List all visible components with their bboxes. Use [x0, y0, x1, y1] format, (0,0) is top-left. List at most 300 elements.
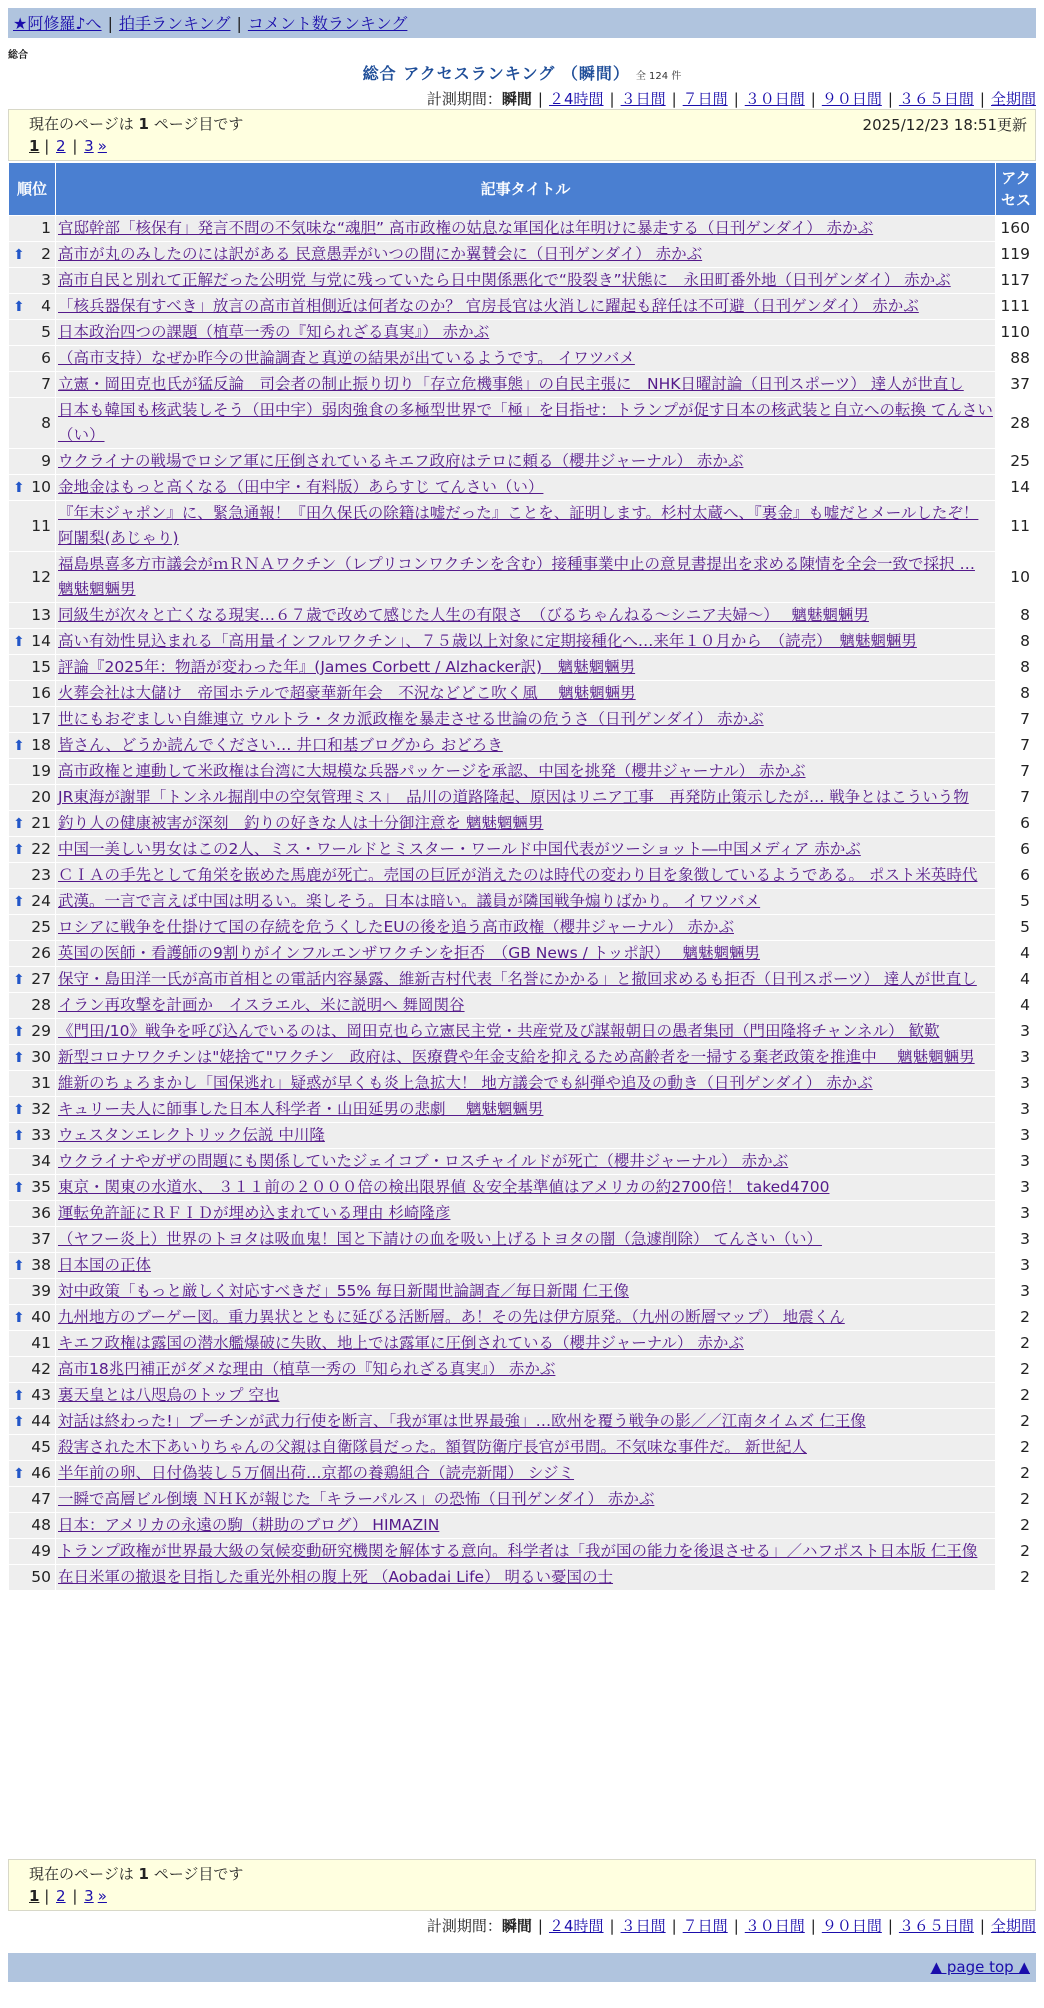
- pager-link[interactable]: 2: [56, 1887, 66, 1905]
- access-count: 8: [996, 681, 1037, 707]
- section-label: 総合: [8, 50, 28, 61]
- rank-cell: [9, 398, 56, 449]
- rank-cell: [9, 242, 56, 268]
- rank-cell: [9, 1253, 56, 1279]
- page-info-bottom: [8, 1859, 1036, 1911]
- rank-number: 30: [31, 1048, 51, 1066]
- article-link[interactable]: キエフ政権は露国の潜水艦爆破に失敗、地上では露軍に圧倒されている（櫻井ジャーナル） 赤かぶ: [58, 1334, 744, 1352]
- page-title: [0, 61, 1044, 84]
- rank-up-arrow-icon: ⬆: [13, 841, 25, 858]
- title-cell: [56, 967, 996, 993]
- rank-up-arrow-icon: ⬆: [13, 815, 25, 832]
- table-row: [9, 733, 1037, 759]
- article-link[interactable]: 保守・島田洋一氏が高市首相との電話内容暴露、維新吉村代表「名誉にかかる」と撤回求めるも拒否（日刊スポーツ） 達人が世直し: [58, 970, 977, 988]
- table-row: [9, 967, 1037, 993]
- current-page-prefix: 現在のページは: [29, 115, 134, 133]
- updated-timestamp: 2025/12/23 18:51更新: [862, 116, 1027, 134]
- period-separator: |: [887, 90, 893, 108]
- article-link[interactable]: （高市支持）なぜか昨今の世論調査と真逆の結果が出ているようです。 イワツバメ: [58, 349, 635, 367]
- access-count: 2: [996, 1305, 1037, 1331]
- title-cell: [56, 552, 996, 603]
- access-count: 7: [996, 733, 1037, 759]
- table-row: [9, 1539, 1037, 1565]
- rank-number: 49: [31, 1542, 51, 1560]
- rank-cell: [9, 1071, 56, 1097]
- article-link[interactable]: 日本も韓国も核武装しそう（田中宇）弱肉強食の多極型世界で「極」を目指せ：トランプが促す日本の核武装と自立への転換 てんさい（い）: [58, 401, 993, 444]
- rank-cell: [9, 1227, 56, 1253]
- rank-cell: [9, 785, 56, 811]
- title-cell: [56, 1539, 996, 1565]
- table-row: [9, 449, 1037, 475]
- rank-cell: [9, 1383, 56, 1409]
- period-link[interactable]: ３６５日間: [898, 90, 974, 108]
- title-cell: [56, 603, 996, 629]
- period-link[interactable]: ９０日間: [821, 1917, 882, 1935]
- period-current: 瞬間: [501, 90, 532, 108]
- pager-link[interactable]: 2: [56, 137, 66, 155]
- article-link[interactable]: 中国一美しい男女はこの2人、ミス・ワールドとミスター・ワールド中国代表がツーショット―中国メディア 赤かぶ: [58, 840, 861, 858]
- article-link[interactable]: 同級生が次々と亡くなる現実…６７歳で改めて感じた人生の有限さ （びるちゃんねる～シニア夫婦～） 魑魅魍魎男: [58, 606, 869, 624]
- rank-number: 31: [31, 1074, 51, 1092]
- article-link[interactable]: 高い有効性見込まれる「高用量インフルワクチン」、７５歳以上対象に定期接種化へ…来年１０月から （読売） 魑魅魍魎男: [58, 632, 917, 650]
- article-link[interactable]: 高市自民と別れて正解だった公明党 与党に残っていたら日中関係悪化で“股裂き”状態に 永田町番外地（日刊ゲンダイ） 赤かぶ: [58, 271, 951, 289]
- access-count: 2: [996, 1435, 1037, 1461]
- table-row: [9, 837, 1037, 863]
- rank-number: 5: [41, 323, 51, 341]
- article-link[interactable]: 高市18兆円補正がダメな理由（植草一秀の『知られざる真実』） 赤かぶ: [58, 1360, 556, 1378]
- pager-separator: |: [39, 137, 55, 155]
- rank-number: 37: [31, 1230, 51, 1248]
- table-row: [9, 1487, 1037, 1513]
- article-link[interactable]: （ヤフー炎上）世界のトヨタは吸血鬼！国と下請けの血を吸い上げるトヨタの闇（急遽削除） てんさい（い）: [58, 1230, 822, 1248]
- rank-number: 50: [31, 1568, 51, 1586]
- table-row: [9, 915, 1037, 941]
- article-link[interactable]: 半年前の卵、日付偽装し５万個出荷…京都の養鶏組合（読売新聞） シジミ: [58, 1464, 575, 1482]
- access-count: 4: [996, 993, 1037, 1019]
- access-count: 3: [996, 1071, 1037, 1097]
- pager-separator: |: [67, 137, 83, 155]
- access-count: 3: [996, 1097, 1037, 1123]
- period-link[interactable]: ２4時間: [548, 90, 604, 108]
- title-cell: [56, 268, 996, 294]
- rank-number: 35: [31, 1178, 51, 1196]
- article-link[interactable]: 新型コロナワクチンは"姥捨て"ワクチン 政府は、医療費や年金支給を抑えるため高齢者を一掃する棄老政策を推進中 魑魅魍魎男: [58, 1048, 975, 1066]
- title-cell: [56, 863, 996, 889]
- pager-next-link[interactable]: »: [97, 137, 107, 155]
- article-link[interactable]: 在日米軍の撤退を目指した重光外相の腹上死 （Aobadai Life） 明るい憂国の士: [58, 1568, 614, 1586]
- period-separator: |: [537, 90, 543, 108]
- table-row: [9, 242, 1037, 268]
- title-cell: [56, 1253, 996, 1279]
- period-link[interactable]: 全期間: [990, 1917, 1036, 1935]
- access-count: 2: [996, 1357, 1037, 1383]
- period-link[interactable]: ７日間: [682, 1917, 728, 1935]
- rank-number: 14: [31, 632, 51, 650]
- access-count: 5: [996, 889, 1037, 915]
- access-count: 5: [996, 915, 1037, 941]
- table-row: [9, 1071, 1037, 1097]
- rank-number: 15: [31, 658, 51, 676]
- title-cell: [56, 629, 996, 655]
- title-cell: [56, 1513, 996, 1539]
- title-cell: [56, 372, 996, 398]
- current-page-text: [29, 1863, 1015, 1884]
- rank-up-arrow-icon: ⬆: [13, 1465, 25, 1482]
- period-link[interactable]: ３０日間: [744, 1917, 805, 1935]
- rank-cell: [9, 681, 56, 707]
- rank-number: 29: [31, 1022, 51, 1040]
- rank-up-arrow-icon: ⬆: [13, 1049, 25, 1066]
- article-link[interactable]: 東京・関東の水道水、 ３１１前の２０００倍の検出限界値 ＆安全基準値はアメリカの約2700倍！ taked4700: [58, 1178, 830, 1196]
- nav-link-clap-ranking[interactable]: 拍手ランキング: [118, 14, 231, 33]
- table-row: [9, 759, 1037, 785]
- article-link[interactable]: ロシアに戦争を仕掛けて国の存続を危うくしたEUの後を追う高市政権（櫻井ジャーナル） 赤かぶ: [58, 918, 734, 936]
- article-link[interactable]: 武漢。一言で言えば中国は明るい。楽しそう。日本は暗い。議員が隣国戦争煽りばかり。 イワツバメ: [58, 892, 761, 910]
- table-row: [9, 1227, 1037, 1253]
- article-link[interactable]: 世にもおぞましい自維連立 ウルトラ・タカ派政権を暴走させる世論の危うさ（日刊ゲンダイ） 赤かぶ: [58, 710, 764, 728]
- rank-number: 34: [31, 1152, 51, 1170]
- rank-cell: [9, 1513, 56, 1539]
- rank-number: 48: [31, 1516, 51, 1534]
- page-title-text: 総合 アクセスランキング （瞬間）: [362, 64, 630, 83]
- access-count: 3: [996, 1201, 1037, 1227]
- access-count: 110: [996, 320, 1037, 346]
- rank-number: 42: [31, 1360, 51, 1378]
- rank-cell: [9, 603, 56, 629]
- table-row: [9, 1253, 1037, 1279]
- rank-cell: [9, 1279, 56, 1305]
- access-count: 11: [996, 501, 1037, 552]
- title-cell: [56, 837, 996, 863]
- period-link[interactable]: 全期間: [990, 90, 1036, 108]
- rank-cell: [9, 268, 56, 294]
- current-page-suffix: ページ目です: [153, 115, 244, 133]
- period-label: 計測期間：: [426, 1917, 502, 1935]
- rank-up-arrow-icon: ⬆: [13, 893, 25, 910]
- article-link[interactable]: 裏天皇とは八咫烏のトップ 空也: [58, 1386, 280, 1404]
- table-row: [9, 785, 1037, 811]
- access-count: 2: [996, 1383, 1037, 1409]
- rank-cell: [9, 1097, 56, 1123]
- table-row: [9, 372, 1037, 398]
- access-count: 3: [996, 1227, 1037, 1253]
- period-link[interactable]: ３日間: [620, 90, 666, 108]
- access-count: 2: [996, 1565, 1037, 1591]
- title-cell: [56, 449, 996, 475]
- pager-top: [29, 137, 1015, 155]
- current-page-number: 1: [138, 1865, 149, 1883]
- title-cell: [56, 320, 996, 346]
- table-header-row: [9, 163, 1037, 216]
- table-row: [9, 707, 1037, 733]
- rank-cell: [9, 707, 56, 733]
- rank-cell: [9, 372, 56, 398]
- rank-up-arrow-icon: ⬆: [13, 1179, 25, 1196]
- period-separator: |: [537, 1917, 543, 1935]
- article-link[interactable]: 「核兵器保有すべき」放言の高市首相側近は何者なのか？ 官房長官は火消しに躍起も辞任は不可避（日刊ゲンダイ） 赤かぶ: [58, 297, 919, 315]
- rank-cell: [9, 1409, 56, 1435]
- access-count: 6: [996, 863, 1037, 889]
- table-row: [9, 1149, 1037, 1175]
- nav-separator: |: [107, 14, 113, 33]
- table-row: [9, 1097, 1037, 1123]
- rank-cell: [9, 993, 56, 1019]
- article-link[interactable]: 《門田/10》戦争を呼び込んでいるのは、岡田克也ら立憲民主党・共産党及び謀報朝日の愚者集団（門田隆将チャンネル） 歓歎: [58, 1022, 940, 1040]
- access-count: 7: [996, 707, 1037, 733]
- article-link[interactable]: 評論『2025年：物語が変わった年』(James Corbett / Alzhacker訳) 魑魅魍魎男: [58, 658, 636, 676]
- period-selector-top: [427, 88, 1036, 109]
- rank-number: 39: [31, 1282, 51, 1300]
- table-row: [9, 993, 1037, 1019]
- table-row: [9, 1201, 1037, 1227]
- rank-up-arrow-icon: ⬆: [13, 1309, 25, 1326]
- period-separator: |: [733, 90, 739, 108]
- article-link[interactable]: 英国の医師・看護師の9割りがインフルエンザワクチンを拒否 （GB News / トッポ訳） 魑魅魍魎男: [58, 944, 760, 962]
- article-link[interactable]: JR東海が謝罪「トンネル掘削中の空気管理ミス」 品川の道路隆起、原因はリニア工事 再発防止策示したが… 戦争とはこういう物: [58, 788, 969, 806]
- access-count: 8: [996, 603, 1037, 629]
- col-header-rank: 順位: [9, 163, 56, 216]
- rank-cell: [9, 889, 56, 915]
- title-cell: [56, 1435, 996, 1461]
- period-link[interactable]: ９０日間: [821, 90, 882, 108]
- current-page-number: 1: [138, 115, 149, 133]
- table-row: [9, 1305, 1037, 1331]
- rank-number: 45: [31, 1438, 51, 1456]
- article-link[interactable]: キュリー夫人に師事した日本人科学者・山田延男の悲劇 魑魅魍魎男: [58, 1100, 544, 1118]
- rank-cell: [9, 1123, 56, 1149]
- article-link[interactable]: 火葬会社は大儲け 帝国ホテルで超豪華新年会 不況などどこ吹く風 魑魅魍魎男: [58, 684, 636, 702]
- rank-number: 13: [31, 606, 51, 624]
- access-count: 160: [996, 216, 1037, 242]
- access-count: 88: [996, 346, 1037, 372]
- article-link[interactable]: 日本：アメリカの永遠の駒（耕助のブログ） HIMAZIN: [58, 1516, 440, 1534]
- title-cell: [56, 915, 996, 941]
- period-current: 瞬間: [501, 1917, 532, 1935]
- access-count: 8: [996, 655, 1037, 681]
- table-row: [9, 655, 1037, 681]
- pager-current-page: 1: [29, 137, 40, 155]
- pager-next-link[interactable]: »: [97, 1887, 107, 1905]
- top-nav-bar: [8, 8, 1036, 38]
- article-link[interactable]: 高市が丸のみしたのには訳がある 民意愚弄がいつの間にか翼賛会に（日刊ゲンダイ） 赤かぶ: [58, 245, 703, 263]
- table-row: [9, 346, 1037, 372]
- article-link[interactable]: 運転免許証にＲＦＩＤが埋め込まれている理由 杉崎隆彦: [58, 1204, 451, 1222]
- rank-number: 47: [31, 1490, 51, 1508]
- period-link[interactable]: ７日間: [682, 90, 728, 108]
- title-cell: [56, 1071, 996, 1097]
- title-cell: [56, 1331, 996, 1357]
- article-link[interactable]: ＣＩＡの手先として角栄を嵌めた馬鹿が死亡。売国の巨匠が消えたのは時代の変わり目を象徴しているようである。 ポスト米英時代: [58, 866, 978, 884]
- article-link[interactable]: 対話は終わった!」プーチンが武力行使を断言、「我が軍は世界最強」…欧州を覆う戦争の影／／江南タイムズ 仁王像: [58, 1412, 866, 1430]
- access-count: 7: [996, 759, 1037, 785]
- article-link[interactable]: 日本国の正体: [58, 1256, 152, 1274]
- rank-number: 32: [31, 1100, 51, 1118]
- rank-number: 27: [31, 970, 51, 988]
- pager-current-page: 1: [29, 1887, 40, 1905]
- rank-cell: [9, 863, 56, 889]
- period-separator: |: [733, 1917, 739, 1935]
- rank-cell: [9, 552, 56, 603]
- page-top-link[interactable]: ▲ page top ▲: [930, 1958, 1030, 1976]
- title-cell: [56, 1279, 996, 1305]
- table-row: [9, 1123, 1037, 1149]
- col-header-access: アクセス: [996, 163, 1037, 216]
- access-count: 28: [996, 398, 1037, 449]
- rank-cell: [9, 294, 56, 320]
- article-link[interactable]: 『年末ジャポン』に、緊急通報！『田久保氏の除籍は嘘だった』ことを、証明します。杉村太蔵へ、『裏金』も嘘だとメールしたぞ！ 阿闍梨(あじゃり): [58, 504, 979, 547]
- rank-up-arrow-icon: ⬆: [13, 1101, 25, 1118]
- article-link[interactable]: 立憲・岡田克也氏が猛反論 司会者の制止振り切り「存立危機事態」の自民主張に NHK日曜討論（日刊スポーツ） 達人が世直し: [58, 375, 964, 393]
- article-link[interactable]: 金地金はもっと高くなる（田中宇・有料版）あらすじ てんさい（い）: [58, 478, 544, 496]
- access-count: 10: [996, 552, 1037, 603]
- rank-cell: [9, 501, 56, 552]
- title-cell: [56, 398, 996, 449]
- table-row: [9, 863, 1037, 889]
- title-cell: [56, 811, 996, 837]
- rank-number: 22: [31, 840, 51, 858]
- article-link[interactable]: 福島県喜多方市議会がｍＲＮＡワクチン（レプリコンワクチンを含む）接種事業中止の意見書提出を求める陳情を全会一致で採択 … 魑魅魍魎男: [58, 555, 975, 598]
- period-separator: |: [979, 1917, 985, 1935]
- access-count: 14: [996, 475, 1037, 501]
- access-count: 37: [996, 372, 1037, 398]
- period-link[interactable]: ２4時間: [548, 1917, 604, 1935]
- access-count: 117: [996, 268, 1037, 294]
- access-count: 3: [996, 1045, 1037, 1071]
- title-cell: [56, 1175, 996, 1201]
- access-count: 2: [996, 1409, 1037, 1435]
- access-count: 4: [996, 941, 1037, 967]
- rank-number: 9: [41, 452, 51, 470]
- rank-up-arrow-icon: ⬆: [13, 737, 25, 754]
- title-cell: [56, 1409, 996, 1435]
- period-link[interactable]: ３６５日間: [898, 1917, 974, 1935]
- article-link[interactable]: 殺害された木下あいりちゃんの父親は自衛隊員だった。額賀防衛庁長官が弔問。不気味な事件だ。 新世紀人: [58, 1438, 807, 1456]
- period-link[interactable]: ３０日間: [744, 90, 805, 108]
- article-link[interactable]: 一瞬で高層ビル倒壊 ＮＨＫが報じた「キラーパルス」の恐怖（日刊ゲンダイ） 赤かぶ: [58, 1490, 655, 1508]
- article-link[interactable]: 九州地方のブーゲー図。重力異状とともに延びる活断層。あ！その先は伊方原発。（九州の断層マップ） 地震くん: [58, 1308, 845, 1326]
- rank-number: 28: [31, 996, 51, 1014]
- title-cell: [56, 681, 996, 707]
- period-separator: |: [810, 90, 816, 108]
- rank-number: 2: [41, 245, 51, 263]
- access-count: 8: [996, 629, 1037, 655]
- pager-link[interactable]: 3: [84, 1887, 94, 1905]
- table-row: [9, 1513, 1037, 1539]
- article-link[interactable]: ウクライナやガザの問題にも関係していたジェイコブ・ロスチャイルドが死亡（櫻井ジャーナル） 赤かぶ: [58, 1152, 789, 1170]
- rank-number: 23: [31, 866, 51, 884]
- article-link[interactable]: 日本政治四つの課題（植草一秀の『知られざる真実』） 赤かぶ: [58, 323, 490, 341]
- page-info-top: [8, 109, 1036, 161]
- article-link[interactable]: 維新のちょろまかし「国保逃れ」疑惑が早くも炎上急拡大！ 地方議会でも糾弾や追及の動き（日刊ゲンダイ） 赤かぶ: [58, 1074, 873, 1092]
- article-link[interactable]: 釣り人の健康被害が深刻 釣りの好きな人は十分御注意を 魑魅魍魎男: [58, 814, 544, 832]
- table-row: [9, 811, 1037, 837]
- rank-up-arrow-icon: ⬆: [13, 246, 25, 263]
- rank-cell: [9, 1331, 56, 1357]
- access-count: 25: [996, 449, 1037, 475]
- access-count: 119: [996, 242, 1037, 268]
- article-link[interactable]: ウクライナの戦場でロシア軍に圧倒されているキエフ政府はテロに頼る（櫻井ジャーナル） 赤かぶ: [58, 452, 744, 470]
- access-count: 4: [996, 967, 1037, 993]
- rank-number: 10: [31, 478, 51, 496]
- rank-cell: [9, 1149, 56, 1175]
- title-cell: [56, 1305, 996, 1331]
- table-row: [9, 1045, 1037, 1071]
- table-row: [9, 889, 1037, 915]
- title-cell: [56, 1097, 996, 1123]
- rank-cell: [9, 967, 56, 993]
- rank-number: 46: [31, 1464, 51, 1482]
- access-count: 2: [996, 1513, 1037, 1539]
- table-row: [9, 1435, 1037, 1461]
- title-cell: [56, 1383, 996, 1409]
- article-link[interactable]: 皆さん、どうか読んでください… 井口和基ブログから おどろき: [58, 736, 503, 754]
- rank-up-arrow-icon: ⬆: [13, 633, 25, 650]
- rank-cell: [9, 759, 56, 785]
- title-cell: [56, 475, 996, 501]
- total-count: 全 124 件: [635, 71, 682, 82]
- current-page-suffix: ページ目です: [153, 1865, 244, 1883]
- col-header-title: 記事タイトル: [56, 163, 996, 216]
- table-row: [9, 475, 1037, 501]
- access-count: 3: [996, 1279, 1037, 1305]
- rank-cell: [9, 629, 56, 655]
- rank-number: 43: [31, 1386, 51, 1404]
- table-row: [9, 629, 1037, 655]
- rank-cell: [9, 1461, 56, 1487]
- title-cell: [56, 1149, 996, 1175]
- rank-up-arrow-icon: ⬆: [13, 1127, 25, 1144]
- table-row: [9, 1019, 1037, 1045]
- article-link[interactable]: ウェスタンエレクトリック伝説 中川隆: [58, 1126, 325, 1144]
- period-separator: |: [671, 1917, 677, 1935]
- rank-number: 38: [31, 1256, 51, 1274]
- rank-cell: [9, 320, 56, 346]
- title-cell: [56, 1227, 996, 1253]
- rank-cell: [9, 941, 56, 967]
- table-row: [9, 501, 1037, 552]
- pager-separator: |: [67, 1887, 83, 1905]
- rank-number: 12: [31, 567, 51, 586]
- pager-link[interactable]: 3: [84, 137, 94, 155]
- title-cell: [56, 294, 996, 320]
- rank-cell: [9, 475, 56, 501]
- rank-cell: [9, 1019, 56, 1045]
- article-link[interactable]: 官邸幹部「核保有」発言不問の不気味な“魂胆” 高市政権の姑息な軍国化は年明けに暴走する（日刊ゲンダイ） 赤かぶ: [58, 219, 874, 237]
- rank-number: 19: [31, 762, 51, 780]
- article-link[interactable]: 高市政権と連動して米政権は台湾に大規模な兵器パッケージを承認、中国を挑発（櫻井ジャーナル） 赤かぶ: [58, 762, 806, 780]
- article-link[interactable]: トランプ政権が世界最大級の気候変動研究機関を解体する意向。科学者は「我が国の能力を後退させる」／ハフポスト日本版 仁王像: [58, 1542, 978, 1560]
- rank-cell: [9, 1201, 56, 1227]
- nav-link-comment-ranking[interactable]: コメント数ランキング: [247, 14, 408, 33]
- rank-number: 3: [41, 271, 51, 289]
- table-row: [9, 294, 1037, 320]
- access-count: 7: [996, 785, 1037, 811]
- article-link[interactable]: 対中政策「もっと厳しく対応すべきだ」55% 毎日新聞世論調査／毎日新聞 仁王像: [58, 1282, 629, 1300]
- nav-link-ashura[interactable]: ★阿修羅♪へ: [13, 14, 102, 33]
- pager-separator: |: [39, 1887, 55, 1905]
- rank-cell: [9, 449, 56, 475]
- period-separator: |: [671, 90, 677, 108]
- rank-number: 16: [31, 684, 51, 702]
- article-link[interactable]: イラン再攻撃を計画か イスラエル、米に説明へ 舞岡関谷: [58, 996, 465, 1014]
- title-cell: [56, 655, 996, 681]
- rank-number: 33: [31, 1126, 51, 1144]
- period-link[interactable]: ３日間: [620, 1917, 666, 1935]
- access-count: 111: [996, 294, 1037, 320]
- rank-cell: [9, 1435, 56, 1461]
- rank-number: 6: [41, 349, 51, 367]
- title-cell: [56, 785, 996, 811]
